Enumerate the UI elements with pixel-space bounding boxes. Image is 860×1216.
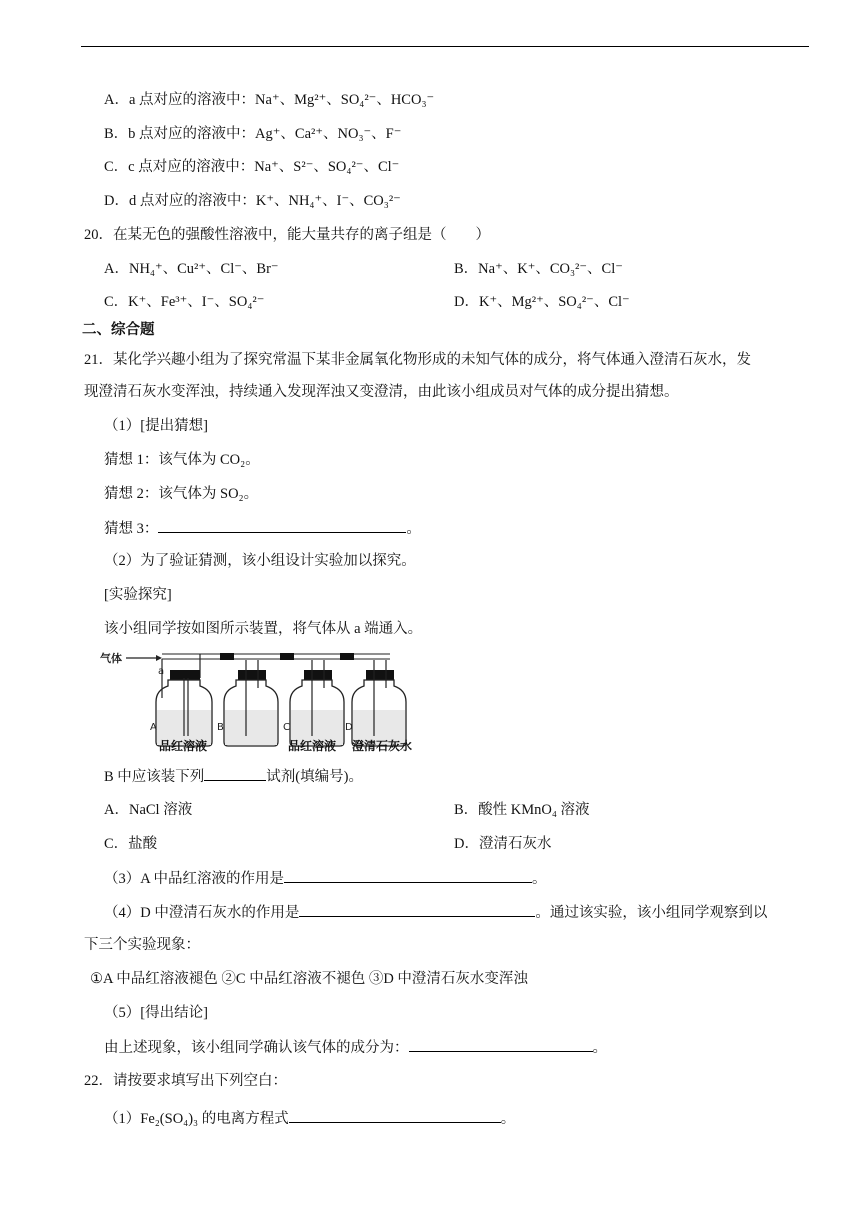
formula: Fe₂(SO₄)₃	[140, 1111, 199, 1127]
q20-option-b: B．Na⁺、K⁺、CO₃²⁻、Cl⁻	[454, 261, 623, 277]
q21-stem-line1: 21．某化学兴趣小组为了探究常温下某非金属氧化物形成的未知气体的成分，将气体通入澄清石灰水，发	[84, 352, 751, 368]
svg-text:B: B	[217, 722, 224, 733]
caption-c: 品红溶液	[288, 739, 337, 753]
svg-text:C: C	[283, 722, 290, 733]
svg-text:A: A	[150, 722, 157, 733]
header-rule	[81, 46, 809, 47]
caption-a: 品红溶液	[159, 739, 208, 753]
q21-stem-line2: 现澄清石灰水变浑浊，持续通入发现浑浊又变澄清，由此该小组成员对气体的成分提出猜想。	[84, 384, 679, 400]
part3-blank[interactable]	[284, 868, 532, 883]
port-a-label: a	[158, 666, 165, 677]
section-title: 二、综合题	[82, 322, 155, 338]
q20-option-d: D．K⁺、Mg²⁺、SO₄²⁻、Cl⁻	[454, 294, 630, 310]
q21-explore-text: 该小组同学按如图所示装置，将气体从 a 端通入。	[104, 621, 423, 637]
q21-guess2: 猜想 2：该气体为 SO₂。	[104, 486, 259, 502]
b-option-c: C．盐酸	[104, 836, 158, 852]
q19-option-a: A．a 点对应的溶液中：Na⁺、Mg²⁺、SO₄²⁻、HCO₃⁻	[104, 92, 435, 108]
q21-part4: （4）D 中澄清石灰水的作用是 。通过该实验，该小组同学观察到以	[104, 902, 767, 923]
bottle-c	[283, 660, 344, 746]
caption-d: 澄清石灰水	[352, 739, 413, 753]
part4-blank[interactable]	[299, 902, 535, 917]
b-option-b: B．酸性 KMnO₄ 溶液	[454, 802, 590, 818]
q20-option-a: A．NH₄⁺、Cu²⁺、Cl⁻、Br⁻	[104, 261, 279, 277]
conclusion-blank[interactable]	[409, 1037, 593, 1052]
q20-option-c: C．K⁺、Fe³⁺、I⁻、SO₄²⁻	[104, 294, 265, 310]
q21-part4-line2: 下三个实验现象：	[84, 937, 200, 953]
q21-part1-label: （1）[提出猜想]	[104, 418, 208, 434]
q21-part5-label: （5）[得出结论]	[104, 1005, 208, 1021]
q19-option-c: C．c 点对应的溶液中：Na⁺、S²⁻、SO₄²⁻、Cl⁻	[104, 159, 400, 175]
q19-option-d: D．d 点对应的溶液中：K⁺、NH₄⁺、I⁻、CO₃²⁻	[104, 193, 401, 209]
q21-guess1: 猜想 1：该气体为 CO₂。	[104, 452, 260, 468]
q21-phenomena: ①A 中品红溶液褪色 ②C 中品红溶液不褪色 ③D 中澄清石灰水变浑浊	[90, 971, 528, 987]
q21-guess3: 猜想 3： 。	[104, 518, 421, 539]
q21-explore-label: [实验探究]	[104, 587, 172, 603]
b-reagent-blank[interactable]	[204, 766, 266, 781]
bottle-d	[345, 660, 406, 746]
ionization-blank[interactable]	[289, 1108, 501, 1123]
q21-part2-label: （2）为了验证猜测，该小组设计实验加以探究。	[104, 553, 416, 569]
q20-stem: 20．在某无色的强酸性溶液中，能大量共存的离子组是（ ）	[84, 227, 490, 243]
bottle-b	[217, 660, 278, 746]
q21-b-question: B 中应该装下列 试剂(填编号)。	[104, 766, 363, 787]
b-option-a: A．NaCl 溶液	[104, 802, 193, 818]
guess3-blank[interactable]	[158, 518, 406, 533]
q21-conclusion: 由上述现象，该小组同学确认该气体的成分为： 。	[104, 1037, 607, 1058]
q19-option-b: B．b 点对应的溶液中：Ag⁺、Ca²⁺、NO₃⁻、F⁻	[104, 126, 402, 142]
gas-label: 气体	[100, 652, 122, 665]
q22-stem: 22．请按要求填写出下列空白：	[84, 1073, 287, 1089]
b-option-d: D．澄清石灰水	[454, 836, 552, 852]
q22-part1: （1）Fe₂(SO₄)₃ 的电离方程式 。	[104, 1108, 515, 1129]
svg-text:D: D	[345, 722, 353, 733]
q21-part3: （3）A 中品红溶液的作用是 。	[104, 868, 547, 889]
